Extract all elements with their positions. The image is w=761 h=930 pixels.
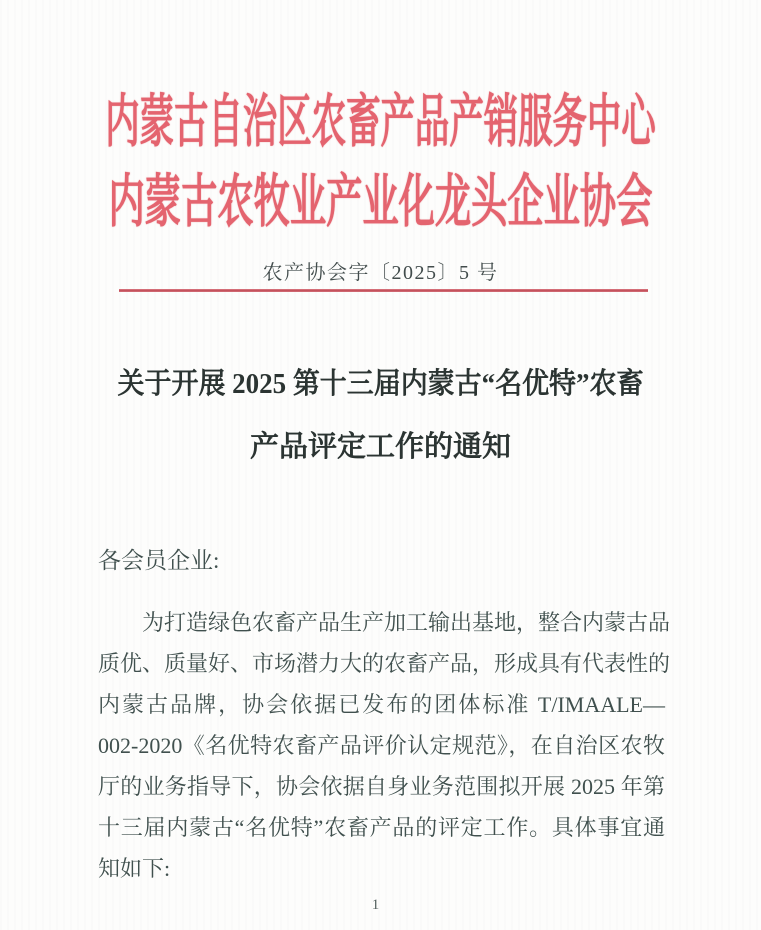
- paragraph-line: 内蒙古品牌，协会依据已发布的团体标准 T/IMAALE—: [98, 692, 665, 717]
- paragraph-line: 质优、质量好、市场潜力大的农畜产品，形成具有代表性的: [98, 651, 671, 676]
- document-reference-number: 农产协会字〔2025〕5 号: [262, 262, 499, 284]
- document-title-line-2: 产品评定工作的通知: [249, 431, 511, 463]
- paragraph-line: 厅的业务指导下，协会依据自身业务范围拟开展 2025 年第: [98, 774, 665, 799]
- paragraph-line: 知如下:: [98, 856, 171, 881]
- letterhead-org-name-line-1: 内蒙古自治区农畜产品产销服务中心: [105, 91, 656, 155]
- document-title-line-1: 关于开展 2025 第十三届内蒙古“名优特”农畜: [117, 368, 644, 400]
- paragraph-line: 为打造绿色农畜产品生产加工输出基地，整合内蒙古品: [142, 610, 671, 635]
- page-number: 1: [371, 897, 380, 913]
- paragraph-line: 002-2020《名优特农畜产品评价认定规范》，在自治区农牧: [98, 733, 665, 758]
- letterhead-org-name-line-2: 内蒙古农牧业产业化龙头企业协会: [108, 171, 653, 235]
- red-divider-rule: [119, 289, 648, 292]
- body-paragraph: [98, 602, 671, 889]
- paragraph-line: 十三届内蒙古“名优特”农畜产品的评定工作。具体事宜通: [98, 815, 665, 840]
- salutation: 各会员企业:: [98, 548, 220, 573]
